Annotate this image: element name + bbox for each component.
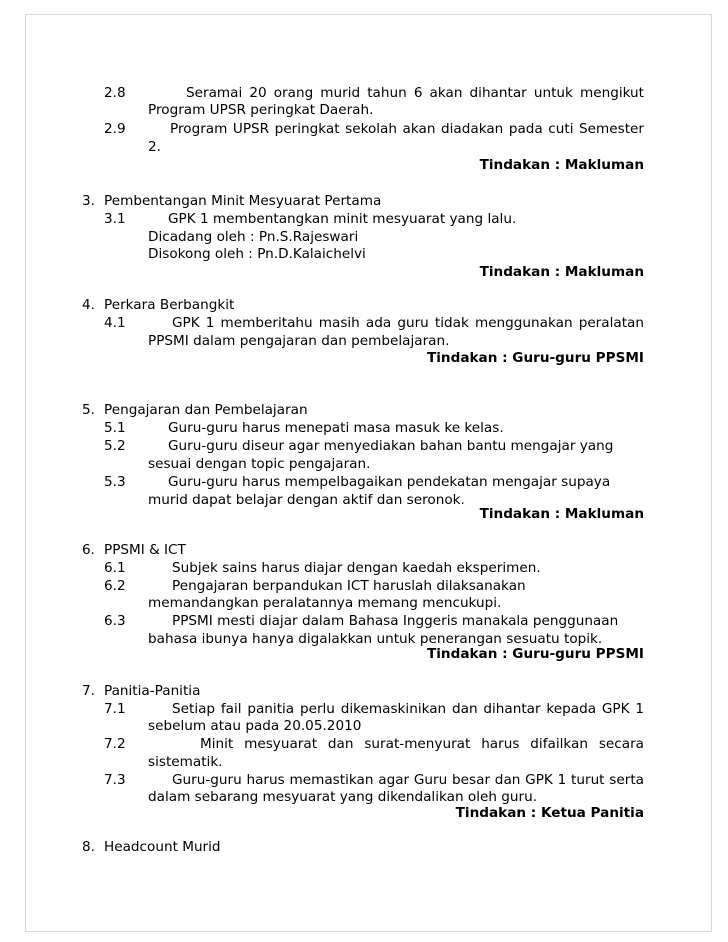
item-number: 6.1 <box>104 560 126 576</box>
action-note: Tindakan : Ketua Panitia <box>455 805 644 821</box>
action-note: Tindakan : Guru-guru PPSMI <box>427 646 644 662</box>
action-note: Tindakan : Guru-guru PPSMI <box>427 350 644 366</box>
item-number: 7.1 <box>104 701 126 717</box>
action-note: Tindakan : Makluman <box>479 157 644 173</box>
section-heading: Headcount Murid <box>104 839 221 855</box>
section-heading: Panitia-Panitia <box>104 683 201 699</box>
item-text: Guru-guru harus mempelbagaikan pendekatan mengajar supaya <box>168 474 611 490</box>
item-text: Seramai 20 orang murid tahun 6 akan dihantar untuk mengikut <box>186 85 644 101</box>
item-number: 6.3 <box>104 613 126 629</box>
item-text: Minit mesyuarat dan surat-menyurat harus difailkan secara <box>200 736 644 752</box>
section-number: 8. <box>82 839 95 855</box>
section-heading: Pembentangan Minit Mesyuarat Pertama <box>104 193 382 209</box>
action-note: Tindakan : Makluman <box>479 506 644 522</box>
section-heading: Pengajaran dan Pembelajaran <box>104 402 308 418</box>
item-text: Program UPSR peringkat sekolah akan diadakan pada cuti Semester <box>170 121 644 137</box>
item-number: 7.2 <box>104 736 126 752</box>
item-text: memandangkan peralatannya memang mencukupi. <box>148 595 502 611</box>
item-text: 2. <box>148 139 161 155</box>
item-number: 5.1 <box>104 420 126 436</box>
seconder-line: Disokong oleh : Pn.D.Kalaichelvi <box>148 246 366 262</box>
section-heading: PPSMI & ICT <box>104 542 186 558</box>
item-text: bahasa ibunya hanya digalakkan untuk penerangan sesuatu topik. <box>148 631 603 647</box>
section-number: 3. <box>82 193 95 209</box>
item-text: sebelum atau pada 20.05.2010 <box>148 718 362 734</box>
item-number: 2.9 <box>104 121 126 137</box>
item-number: 5.3 <box>104 474 126 490</box>
item-text: Subjek sains harus diajar dengan kaedah eksperimen. <box>172 560 541 576</box>
item-number: 4.1 <box>104 315 126 331</box>
section-number: 4. <box>82 297 95 313</box>
item-text: GPK 1 membentangkan minit mesyuarat yang lalu. <box>168 211 517 227</box>
item-text: Program UPSR peringkat Daerah. <box>148 102 374 118</box>
section-number: 6. <box>82 542 95 558</box>
section-number: 7. <box>82 683 95 699</box>
item-text: sesuai dengan topic pengajaran. <box>148 456 371 472</box>
item-text: dalam sebarang mesyuarat yang dikendalikan oleh guru. <box>148 789 538 805</box>
item-text: Guru-guru diseur agar menyediakan bahan bantu mengajar yang <box>168 438 614 454</box>
item-number: 5.2 <box>104 438 126 454</box>
item-text: PPSMI mesti diajar dalam Bahasa Inggeris manakala penggunaan <box>172 613 619 629</box>
item-number: 6.2 <box>104 578 126 594</box>
section-number: 5. <box>82 402 95 418</box>
item-text: sistematik. <box>148 754 223 770</box>
section-heading: Perkara Berbangkit <box>104 297 235 313</box>
action-note: Tindakan : Makluman <box>479 264 644 280</box>
item-number: 7.3 <box>104 772 126 788</box>
item-number: 2.8 <box>104 85 126 101</box>
item-text: Guru-guru harus menepati masa masuk ke kelas. <box>168 420 504 436</box>
item-text: GPK 1 memberitahu masih ada guru tidak menggunakan peralatan <box>172 315 644 331</box>
item-text: Guru-guru harus memastikan agar Guru besar dan GPK 1 turut serta <box>172 772 644 788</box>
item-text: PPSMI dalam pengajaran dan pembelajaran. <box>148 333 450 349</box>
item-text: murid dapat belajar dengan aktif dan seronok. <box>148 492 465 508</box>
item-text: Pengajaran berpandukan ICT haruslah dilaksanakan <box>172 578 526 594</box>
item-text: Setiap fail panitia perlu dikemaskinikan dan dihantar kepada GPK 1 <box>172 701 644 717</box>
item-number: 3.1 <box>104 211 126 227</box>
proposer-line: Dicadang oleh : Pn.S.Rajeswari <box>148 229 359 245</box>
